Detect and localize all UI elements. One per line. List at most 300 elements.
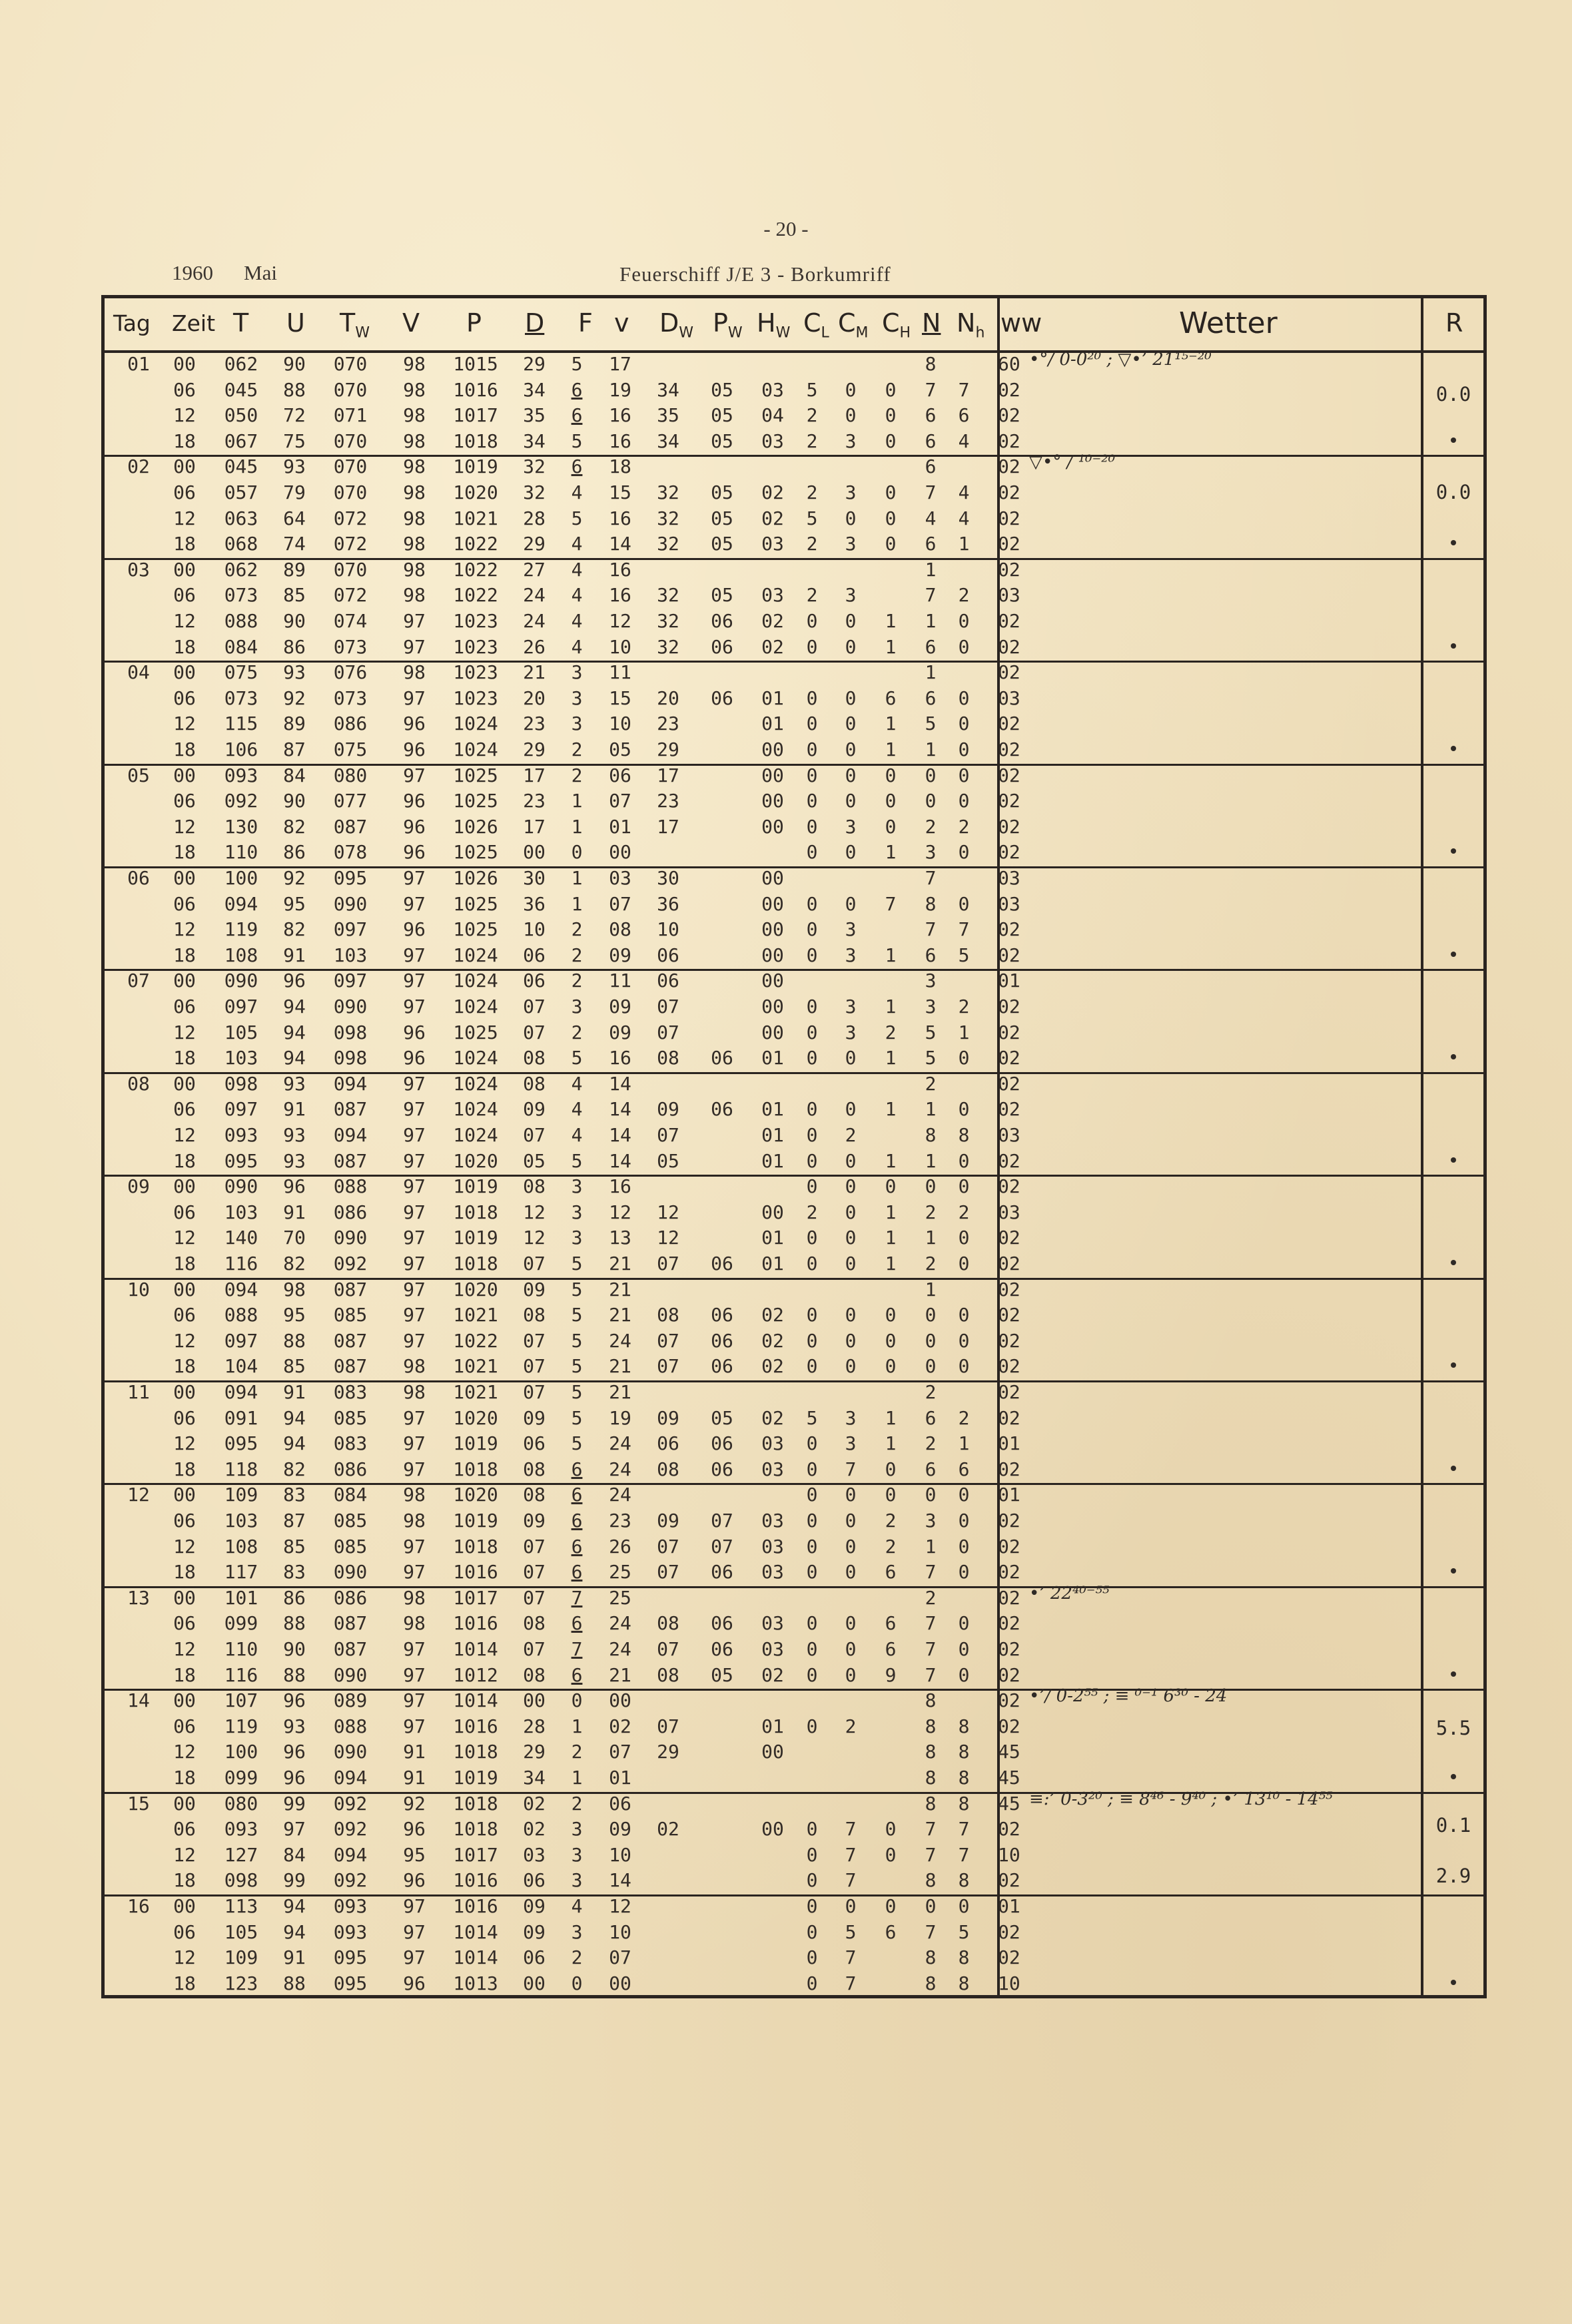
- cell-u: 90: [283, 353, 306, 375]
- cell-vis: 12: [609, 1895, 631, 1917]
- cell-u: 88: [283, 1663, 306, 1686]
- col-ww-header: [1000, 298, 1042, 348]
- cell-v: 91: [403, 1767, 426, 1789]
- cell-cl: 0: [806, 1818, 818, 1841]
- table-row: [0, 968, 1572, 994]
- cell-tag: [123, 736, 154, 762]
- cell-n: 0: [925, 1175, 937, 1198]
- cell-d: 07: [523, 1561, 546, 1584]
- cell-tw: 097: [333, 918, 368, 941]
- cell-cl: 0: [806, 764, 818, 786]
- col-v-label: V: [402, 308, 420, 338]
- col-u-header: [286, 298, 305, 348]
- cell-dw: 23: [657, 790, 679, 812]
- cell-f: 2: [571, 1946, 583, 1969]
- cell-cl: 0: [806, 1175, 818, 1198]
- cell-d: 09: [523, 1895, 546, 1917]
- cell-zeit: 06: [173, 1098, 196, 1121]
- cell-pw: [706, 711, 738, 736]
- cell-cl: 0: [806, 1561, 818, 1584]
- cell-cl: [802, 968, 822, 994]
- cell-zeit: 12: [173, 610, 196, 632]
- cell-pw: [706, 1482, 738, 1508]
- cell-cl: 0: [806, 1149, 818, 1172]
- cell-tw: 078: [333, 841, 368, 864]
- cell-v: 98: [403, 533, 426, 555]
- cell-nh: 0: [958, 1355, 970, 1378]
- cell-t: 116: [224, 1253, 258, 1275]
- cell-vis: 21: [609, 1663, 631, 1686]
- cell-pw: [706, 1277, 738, 1303]
- cell-ww: 02: [998, 558, 1020, 581]
- cell-cm: 3: [845, 481, 857, 503]
- cell-t: 088: [224, 1304, 258, 1326]
- cell-cl: 0: [806, 1510, 818, 1532]
- cell-ch: 1: [885, 841, 897, 864]
- cell-v: 92: [403, 1792, 426, 1815]
- cell-n: 7: [925, 1843, 937, 1866]
- cell-cl: [802, 1765, 822, 1791]
- cell-d: 36: [523, 892, 546, 915]
- cell-cm: 3: [845, 533, 857, 555]
- cell-ww: 03: [998, 584, 1020, 607]
- cell-tw: 095: [333, 1946, 368, 1969]
- weather-note: •’ 22⁴⁰⁻⁵⁵: [1029, 1583, 1110, 1603]
- cell-f: 1: [571, 790, 583, 812]
- cell-cl: [802, 659, 822, 685]
- cell-nh: [954, 1687, 974, 1713]
- cell-dw: 32: [657, 584, 679, 607]
- cell-vis: 16: [609, 584, 631, 607]
- cell-d: 17: [523, 815, 546, 838]
- cell-ch: 0: [885, 1304, 897, 1326]
- cell-t: 110: [224, 1638, 258, 1660]
- cell-u: 82: [283, 918, 306, 941]
- cell-cm: 0: [845, 1484, 857, 1506]
- cell-zeit: 12: [173, 1329, 196, 1352]
- cell-u: 90: [283, 1638, 306, 1660]
- cell-tag: [123, 1816, 154, 1842]
- cell-vis: 14: [609, 1869, 631, 1892]
- cell-pw: 06: [711, 1253, 733, 1275]
- cell-nh: 7: [958, 1818, 970, 1841]
- cell-d: 10: [523, 918, 546, 941]
- cell-nh: [954, 1071, 974, 1097]
- page-number: - 20 -: [763, 217, 809, 240]
- cell-d: 07: [523, 996, 546, 1017]
- cell-dw: [650, 1919, 686, 1945]
- cell-p: 1014: [453, 1946, 498, 1969]
- cell-pw: 06: [711, 1355, 733, 1378]
- cell-ww: 02: [998, 1098, 1020, 1121]
- cell-ww: 02: [998, 1253, 1020, 1275]
- cell-hw: 01: [761, 713, 784, 735]
- cell-ch: [881, 1791, 901, 1817]
- table-row: [0, 557, 1572, 583]
- cell-nh: 0: [958, 764, 970, 786]
- cell-tag: [123, 1559, 154, 1585]
- rain-dot: [1451, 1671, 1456, 1677]
- cell-dw: 05: [657, 1149, 679, 1172]
- cell-pw: [706, 1791, 738, 1817]
- cell-cm: 0: [845, 507, 857, 529]
- cell-tag: 16: [127, 1895, 150, 1917]
- cell-tw: 088: [333, 1715, 368, 1737]
- cell-tag: [123, 891, 154, 917]
- cell-n: 6: [925, 1406, 937, 1429]
- cell-ch: 1: [885, 1227, 897, 1249]
- cell-cm: 7: [845, 1946, 857, 1969]
- cell-v: 98: [403, 558, 426, 581]
- cell-n: 2: [925, 1381, 937, 1403]
- cell-tw: 090: [333, 1741, 368, 1763]
- cell-pw: [706, 968, 738, 994]
- cell-zeit: 00: [173, 455, 196, 478]
- cell-u: 93: [283, 1149, 306, 1172]
- cell-p: 1019: [453, 1227, 498, 1249]
- cell-f: 4: [571, 1895, 583, 1917]
- cell-pw: 06: [711, 1329, 733, 1352]
- cell-dw: [650, 1687, 686, 1713]
- cell-t: 090: [224, 1175, 258, 1198]
- rain-value: 0.0: [1435, 481, 1471, 503]
- col-nh-label: N: [957, 308, 976, 338]
- cell-cm: 0: [845, 1663, 857, 1686]
- cell-dw: 06: [657, 944, 679, 966]
- cell-p: 1017: [453, 1843, 498, 1866]
- header-station: Feuerschiff J/E 3 - Borkumriff: [619, 262, 891, 286]
- cell-ch: 0: [885, 1175, 897, 1198]
- cell-f: 5: [571, 507, 583, 529]
- cell-f: 6: [571, 1510, 583, 1532]
- cell-ww: 03: [998, 892, 1020, 915]
- cell-nh: 2: [958, 815, 970, 838]
- cell-nh: 0: [958, 1227, 970, 1249]
- cell-vis: 13: [609, 1227, 631, 1249]
- cell-vis: 01: [609, 1767, 631, 1789]
- table-row: [0, 814, 1572, 840]
- table-row: [0, 839, 1572, 865]
- cell-v: 95: [403, 1843, 426, 1866]
- cell-vis: 16: [609, 1047, 631, 1069]
- cell-tw: 074: [333, 610, 368, 632]
- cell-tag: [123, 1739, 154, 1765]
- cell-t: 062: [224, 353, 258, 375]
- cell-pw: [706, 1893, 738, 1919]
- cell-tw: 085: [333, 1406, 368, 1429]
- cell-f: 3: [571, 687, 583, 709]
- cell-hw: [755, 557, 790, 583]
- cell-n: 0: [925, 1304, 937, 1326]
- cell-t: 090: [224, 970, 258, 992]
- cell-ch: [881, 1867, 901, 1893]
- cell-d: 24: [523, 610, 546, 632]
- cell-zeit: 12: [173, 815, 196, 838]
- cell-cm: 0: [845, 1047, 857, 1069]
- cell-ww: 02: [998, 378, 1020, 401]
- cell-f: 5: [571, 1432, 583, 1455]
- cell-ww: 02: [998, 1304, 1020, 1326]
- col-cm-header: [838, 298, 869, 348]
- cell-f: 5: [571, 1355, 583, 1378]
- cell-cm: 3: [845, 944, 857, 966]
- cell-zeit: 18: [173, 1767, 196, 1789]
- cell-hw: [755, 1277, 790, 1303]
- cell-cm: 3: [845, 996, 857, 1017]
- cell-p: 1023: [453, 661, 498, 684]
- cell-ch: [881, 659, 901, 685]
- cell-f: 6: [571, 1535, 583, 1558]
- cell-u: 85: [283, 1535, 306, 1558]
- cell-v: 98: [403, 1586, 426, 1609]
- cell-p: 1026: [453, 867, 498, 889]
- cell-v: 96: [403, 918, 426, 941]
- cell-cm: [841, 1791, 861, 1817]
- cell-t: 117: [224, 1561, 258, 1584]
- cell-u: 90: [283, 610, 306, 632]
- table-row: [0, 916, 1572, 942]
- cell-p: 1018: [453, 1741, 498, 1763]
- cell-pw: [706, 788, 738, 814]
- cell-cm: 0: [845, 764, 857, 786]
- cell-hw: 03: [761, 378, 784, 401]
- cell-dw: 07: [657, 1329, 679, 1352]
- cell-u: 94: [283, 1406, 306, 1429]
- cell-tw: 076: [333, 661, 368, 684]
- cell-tw: 094: [333, 1124, 368, 1146]
- cell-p: 1019: [453, 1767, 498, 1789]
- cell-ch: 1: [885, 1098, 897, 1121]
- cell-ww: 02: [998, 1638, 1020, 1660]
- cell-t: 045: [224, 455, 258, 478]
- cell-v: 97: [403, 867, 426, 889]
- cell-hw: 03: [761, 1638, 784, 1660]
- cell-p: 1026: [453, 815, 498, 838]
- cell-cl: 0: [806, 944, 818, 966]
- cell-tag: [123, 1508, 154, 1534]
- cell-v: 97: [403, 1689, 426, 1712]
- cell-t: 098: [224, 1072, 258, 1095]
- cell-d: 08: [523, 1047, 546, 1069]
- cell-ww: 02: [998, 1715, 1020, 1737]
- cell-zeit: 00: [173, 1792, 196, 1815]
- col-ch-label: C: [882, 308, 900, 338]
- cell-ww: 02: [998, 996, 1020, 1017]
- cell-pw: 06: [711, 687, 733, 709]
- cell-f: 3: [571, 996, 583, 1017]
- cell-n: 1: [925, 738, 937, 760]
- cell-cm: 7: [845, 1458, 857, 1480]
- cell-d: 02: [523, 1792, 546, 1815]
- cell-dw: 20: [657, 687, 679, 709]
- cell-d: 07: [523, 1638, 546, 1660]
- cell-cl: 2: [806, 481, 818, 503]
- table-row: [0, 865, 1572, 891]
- cell-v: 97: [403, 1175, 426, 1198]
- cell-ww: 02: [998, 1406, 1020, 1429]
- cell-dw: 34: [657, 430, 679, 452]
- cell-tag: 02: [127, 455, 150, 478]
- cell-n: 8: [925, 1715, 937, 1737]
- cell-u: 79: [283, 481, 306, 503]
- cell-ww: 02: [998, 481, 1020, 503]
- cell-nh: 8: [958, 1715, 970, 1737]
- cell-cm: 0: [845, 892, 857, 915]
- cell-hw: 03: [761, 584, 784, 607]
- cell-vis: 09: [609, 944, 631, 966]
- cell-vis: 00: [609, 1689, 631, 1712]
- cell-cm: 0: [845, 1304, 857, 1326]
- cell-t: 103: [224, 1047, 258, 1069]
- cell-zeit: 18: [173, 1561, 196, 1584]
- cell-v: 97: [403, 892, 426, 915]
- cell-d: 07: [523, 1124, 546, 1146]
- col-dw-header: [659, 298, 693, 348]
- rain-value: 0.1: [1435, 1814, 1471, 1837]
- cell-p: 1017: [453, 1586, 498, 1609]
- cell-ch: 0: [885, 533, 897, 555]
- cell-v: 98: [403, 1510, 426, 1532]
- cell-pw: [706, 1199, 738, 1225]
- cell-zeit: 18: [173, 738, 196, 760]
- cell-zeit: 06: [173, 1201, 196, 1223]
- cell-vis: 24: [609, 1612, 631, 1635]
- cell-u: 96: [283, 1767, 306, 1789]
- cell-cm: 7: [845, 1818, 857, 1841]
- cell-cm: 0: [845, 841, 857, 864]
- cell-p: 1023: [453, 610, 498, 632]
- cell-zeit: 18: [173, 1663, 196, 1686]
- table-row: [0, 1019, 1572, 1045]
- cell-cl: 0: [806, 1920, 818, 1943]
- cell-n: 8: [925, 1741, 937, 1763]
- cell-tag: 05: [127, 764, 150, 786]
- cell-nh: 7: [958, 918, 970, 941]
- cell-dw: 12: [657, 1227, 679, 1249]
- col-d-header: [525, 298, 544, 348]
- cell-n: 7: [925, 1663, 937, 1686]
- table-row: [0, 1199, 1572, 1225]
- cell-p: 1017: [453, 404, 498, 427]
- cell-dw: 32: [657, 533, 679, 555]
- cell-cm: 0: [845, 1612, 857, 1635]
- cell-tag: 03: [127, 558, 150, 581]
- cell-t: 097: [224, 1329, 258, 1352]
- cell-ww: 60: [998, 353, 1020, 375]
- cell-t: 140: [224, 1227, 258, 1249]
- rain-dot: [1451, 437, 1456, 443]
- cell-v: 96: [403, 1021, 426, 1043]
- cell-cm: 3: [845, 1432, 857, 1455]
- cell-ch: 2: [885, 1535, 897, 1558]
- cell-cm: 0: [845, 1561, 857, 1584]
- cell-hw: 00: [761, 738, 784, 760]
- cell-hw: [755, 1791, 790, 1817]
- cell-dw: 07: [657, 1124, 679, 1146]
- cell-u: 82: [283, 1458, 306, 1480]
- cell-d: 08: [523, 1484, 546, 1506]
- cell-nh: 8: [958, 1124, 970, 1146]
- cell-ch: 0: [885, 507, 897, 529]
- cell-dw: 08: [657, 1458, 679, 1480]
- col-ch-subscript: H: [899, 324, 911, 342]
- cell-pw: 05: [711, 507, 733, 529]
- cell-d: 17: [523, 764, 546, 786]
- cell-p: 1018: [453, 1792, 498, 1815]
- cell-u: 85: [283, 1355, 306, 1378]
- cell-vis: 15: [609, 687, 631, 709]
- cell-tw: 094: [333, 1843, 368, 1866]
- cell-cl: 2: [806, 1201, 818, 1223]
- cell-cl: 0: [806, 610, 818, 632]
- cell-tw: 073: [333, 687, 368, 709]
- cell-tag: [123, 1636, 154, 1662]
- cell-zeit: 00: [173, 1278, 196, 1301]
- col-zeit-label: Zeit: [172, 310, 216, 336]
- cell-f: 3: [571, 1175, 583, 1198]
- cell-n: 6: [925, 635, 937, 658]
- cell-t: 101: [224, 1586, 258, 1609]
- table-row: [0, 402, 1572, 428]
- cell-t: 108: [224, 944, 258, 966]
- cell-ww: 03: [998, 1201, 1020, 1223]
- cell-cl: 0: [806, 1715, 818, 1737]
- cell-p: 1019: [453, 1175, 498, 1198]
- cell-vis: 19: [609, 378, 631, 401]
- cell-cl: 0: [806, 892, 818, 915]
- cell-pw: [706, 1225, 738, 1251]
- cell-cl: [802, 557, 822, 583]
- cell-hw: 02: [761, 1406, 784, 1429]
- cell-f: 1: [571, 867, 583, 889]
- cell-u: 91: [283, 1201, 306, 1223]
- cell-tw: 075: [333, 738, 368, 760]
- cell-n: 2: [925, 1253, 937, 1275]
- cell-v: 97: [403, 1432, 426, 1455]
- cell-n: 5: [925, 1021, 937, 1043]
- cell-ch: 6: [885, 687, 897, 709]
- cell-vis: 14: [609, 1124, 631, 1146]
- cell-n: 5: [925, 1047, 937, 1069]
- table-row: [0, 1328, 1572, 1354]
- table-row: [0, 1739, 1572, 1765]
- cell-ch: 1: [885, 1149, 897, 1172]
- cell-tw: 095: [333, 1972, 368, 1994]
- cell-ch: [881, 1944, 901, 1970]
- cell-cm: 3: [845, 1406, 857, 1429]
- cell-tag: [123, 1353, 154, 1379]
- cell-vis: 24: [609, 1329, 631, 1352]
- cell-ww: 02: [998, 533, 1020, 555]
- cell-d: 28: [523, 507, 546, 529]
- cell-nh: 1: [958, 1432, 970, 1455]
- cell-t: 119: [224, 918, 258, 941]
- cell-u: 97: [283, 1818, 306, 1841]
- cell-v: 98: [403, 507, 426, 529]
- cell-zeit: 18: [173, 533, 196, 555]
- cell-ww: 02: [998, 1355, 1020, 1378]
- cell-dw: 06: [657, 970, 679, 992]
- cell-u: 72: [283, 404, 306, 427]
- cell-u: 99: [283, 1792, 306, 1815]
- cell-cm: [841, 1585, 861, 1611]
- col-zeit-header: [172, 298, 215, 348]
- cell-tag: [123, 685, 154, 711]
- cell-vis: 24: [609, 1484, 631, 1506]
- cell-p: 1025: [453, 918, 498, 941]
- weather-note: •’/ 0-2⁵⁵ ; ≡ ⁰⁻¹ 6³⁰ - 24: [1029, 1686, 1228, 1707]
- cell-f: 3: [571, 1201, 583, 1223]
